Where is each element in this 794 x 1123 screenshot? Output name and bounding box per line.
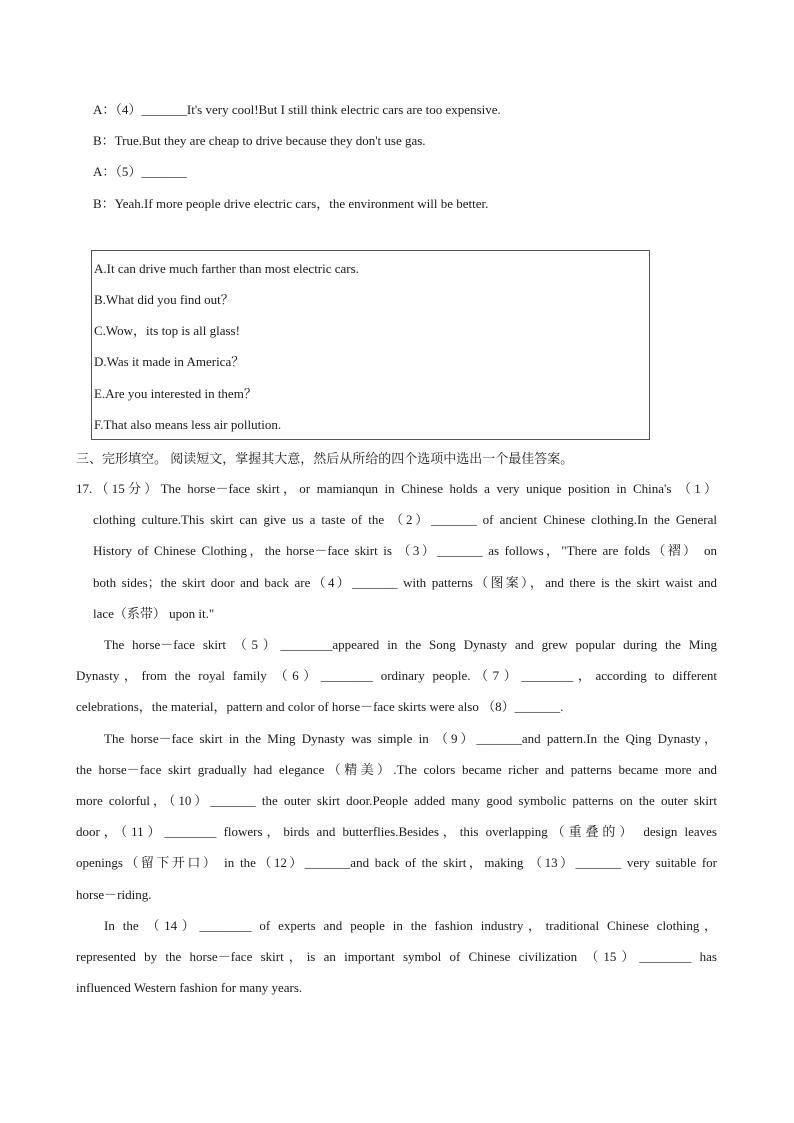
passage-line: represented by the horse－face skirt，is an important symbol of Chinese civilization （15）________ has xyxy=(76,949,717,964)
passage-line: 17.（15分）The horse－face skirt，or mamianqun in Chinese holds a very unique position in China's （1） xyxy=(76,481,717,496)
passage-line: celebrations，the material，pattern and color of horse－face skirts were also （8）_______. xyxy=(76,699,564,714)
section-heading: 三、完形填空。 阅读短文，掌握其大意，然后从所给的四个选项中选出一个最佳答案。 xyxy=(76,451,574,466)
passage-line: influenced Western fashion for many years. xyxy=(76,980,303,995)
passage-line: The horse－face skirt in the Ming Dynasty was simple in （9）_______and pattern.In the Qing Dynasty， xyxy=(104,731,717,746)
passage-line: clothing culture.This skirt can give us a taste of the （2）_______ of ancient Chinese clothing.In the General xyxy=(93,512,717,527)
dialogue-line: A：（4）_______It's very cool!But I still think electric cars are too expensive. xyxy=(93,102,501,117)
passage-line: horse－riding. xyxy=(76,887,152,902)
option-a: A.It can drive much farther than most electric cars. xyxy=(94,261,359,276)
option-c: C.Wow，its top is all glass! xyxy=(94,323,240,338)
option-b: B.What did you find out？ xyxy=(94,292,234,307)
option-f: F.That also means less air pollution. xyxy=(94,417,282,432)
passage-line: Dynasty，from the royal family （6）________ ordinary people.（7）________，according to different xyxy=(76,668,717,683)
passage-line: History of Chinese Clothing，the horse－face skirt is （3）_______ as follows，"There are folds（褶） on xyxy=(93,543,717,558)
options-box xyxy=(91,250,650,440)
passage-line: door，（11）________ flowers，birds and butterflies.Besides，this overlapping（重叠的） design leaves xyxy=(76,824,717,839)
passage-line: both sides；the skirt door and back are（4）_______ with patterns（图案），and there is the skirt waist and xyxy=(93,575,717,590)
passage-line: the horse－face skirt gradually had elegance（精美）.The colors became richer and patterns became more and xyxy=(76,762,717,777)
dialogue-line: A：（5）_______ xyxy=(93,164,187,179)
dialogue-line: B：Yeah.If more people drive electric cars，the environment will be better. xyxy=(93,196,489,211)
option-d: D.Was it made in America？ xyxy=(94,354,245,369)
passage-line: lace（系带） upon it." xyxy=(93,606,215,621)
dialogue-line: B：True.But they are cheap to drive because they don't use gas. xyxy=(93,133,426,148)
passage-line: The horse－face skirt （5）________appeared in the Song Dynasty and grew popular during the Ming xyxy=(104,637,717,652)
passage-line: more colorful，（10）_______ the outer skirt door.People added many good symbolic patterns on the outer skirt xyxy=(76,793,717,808)
passage-line: In the （14）________ of experts and people in the fashion industry，traditional Chinese clothing， xyxy=(104,918,717,933)
passage-line: openings（留下开口） in the（12）_______and back of the skirt，making （13）_______ very suitable for xyxy=(76,855,717,870)
option-e: E.Are you interested in them？ xyxy=(94,386,257,401)
